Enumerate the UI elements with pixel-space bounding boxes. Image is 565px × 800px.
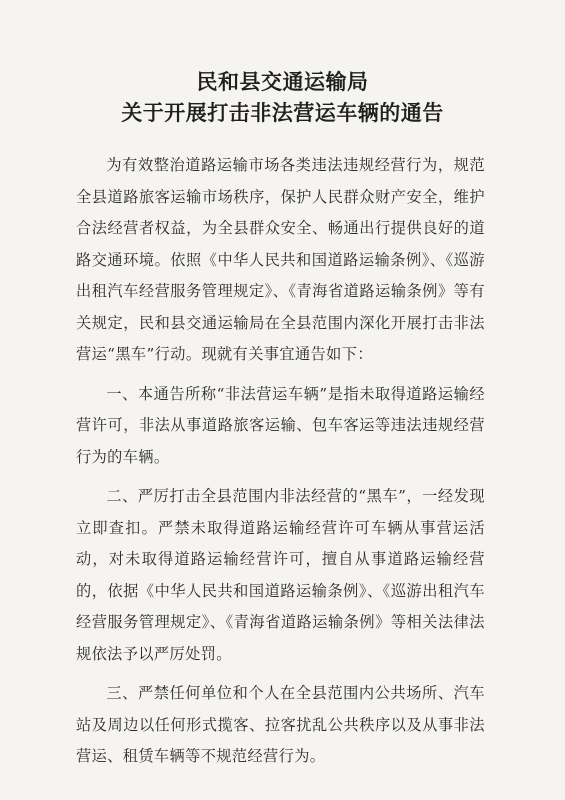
- document-body: [76, 150, 485, 773]
- paragraph-item-1: 一、本通告所称“非法营运车辆”是指未取得道路运输经营许可，非法从事道路旅客运输、包车客运等违法违规经营行为的车辆。: [76, 384, 485, 466]
- document-title-issuer: 民和县交通运输局: [196, 69, 369, 94]
- paragraph-item-2: 二、严厉打击全县范围内非法经营的“黑车”，一经发现立即查扣。严禁未取得道路运输经营许可车辆从事营运活动，对未取得道路运输经营许可，擅自从事道路运输经营的，依据《中华人民共和国道路运输条例》、《巡游出租汽车经营服务管理规定》、《青海省道路运输条例》等相关法律法规依法予以严厉处罚。: [76, 487, 485, 663]
- paragraph-item-3: 三、严禁任何单位和个人在全县范围内公共场所、汽车站及周边以任何形式揽客、拉客扰乱公共秩序以及从事非法营运、租赁车辆等不规范经营行为。: [76, 684, 485, 765]
- document-title-subject: 关于开展打击非法营运车辆的通告: [121, 100, 444, 125]
- paragraph-intro: 为有效整治道路运输市场各类违法违规经营行为，规范全县道路旅客运输市场秩序，保护人民群众财产安全，维护合法经营者权益，为全县群众安全、畅通出行提供良好的道路交通环境。依照《中华人民共和国道路运输条例》、《巡游出租汽车经营服务管理规定》、《青海省道路运输条例》等有关规定，民和县交通运输局在全县范围内深化开展打击非法营运“黑车”行动。现就有关事宜通告如下：: [76, 156, 485, 363]
